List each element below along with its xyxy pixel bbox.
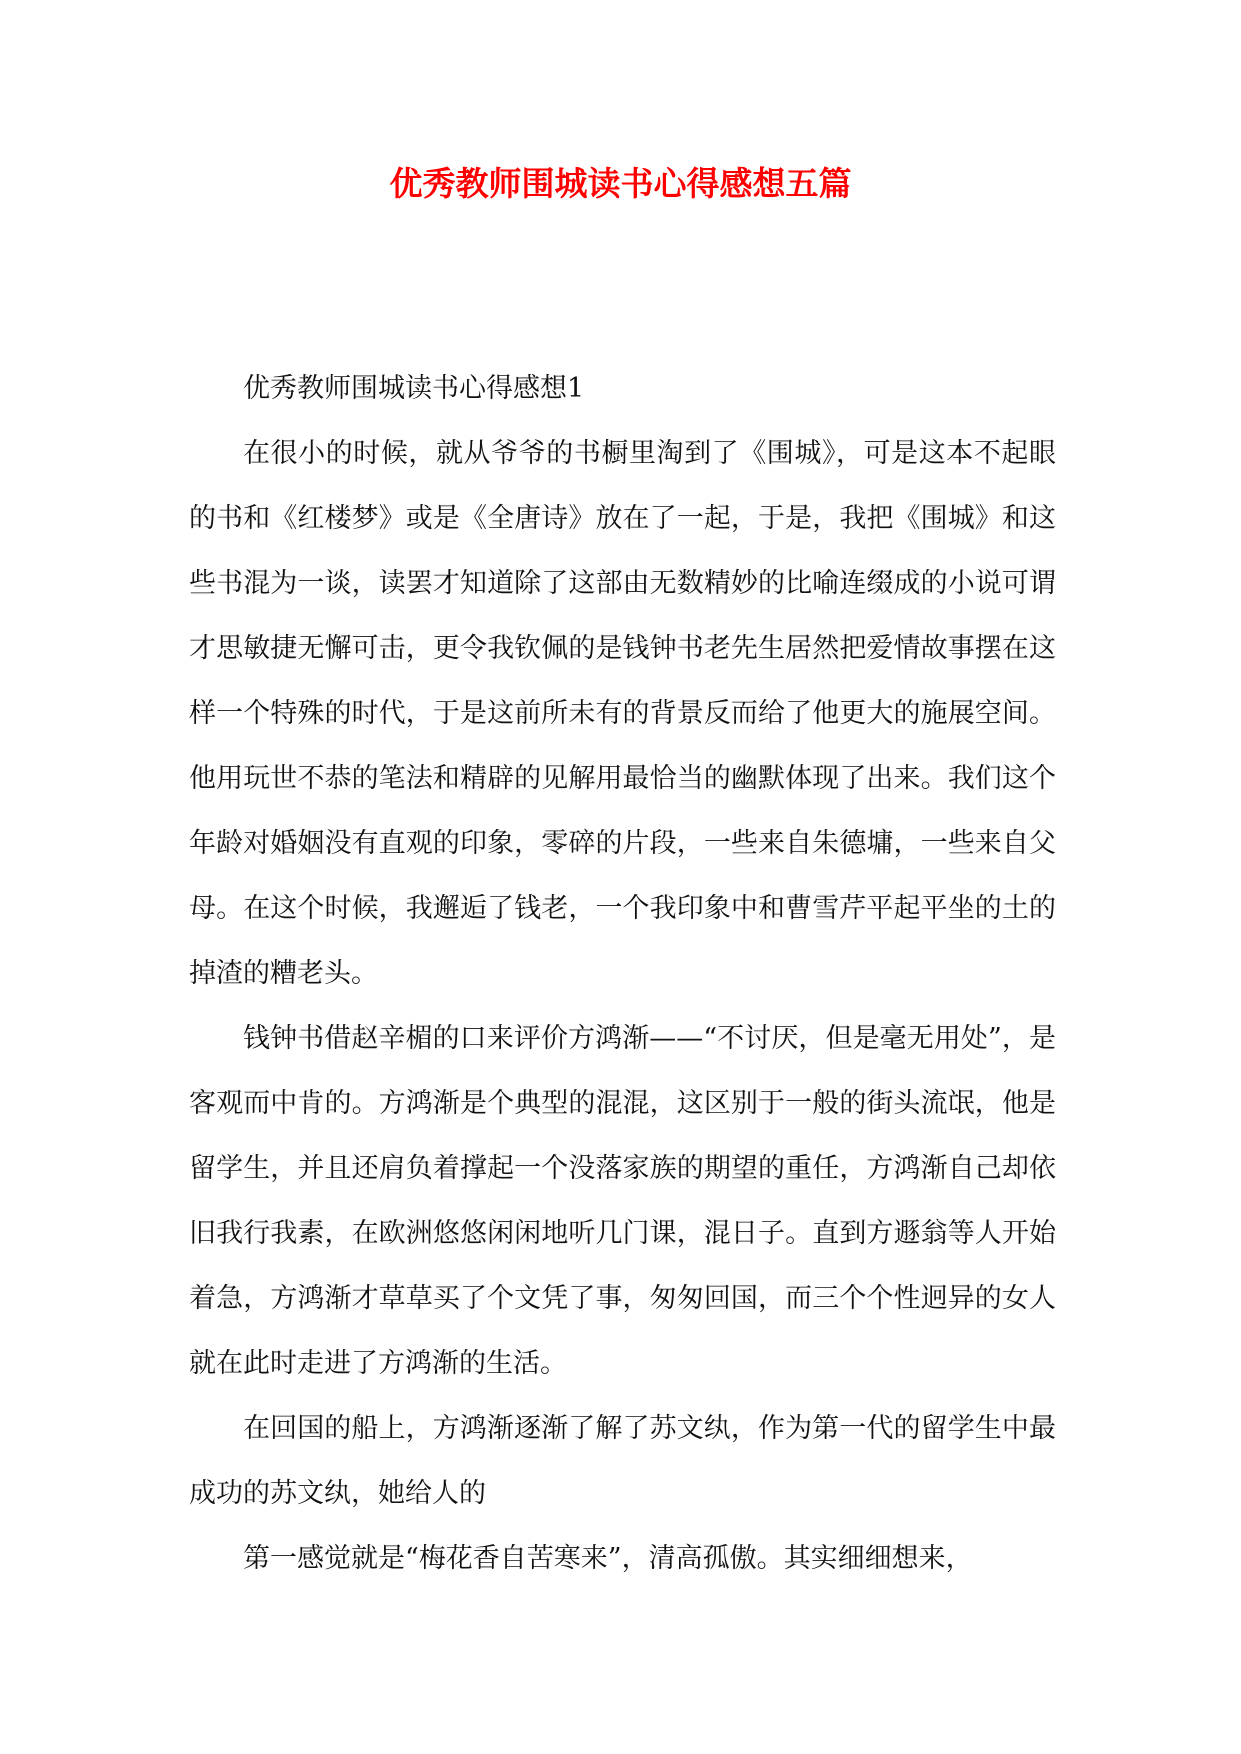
section-heading: 优秀教师围城读书心得感想1 <box>243 373 585 404</box>
paragraph-4: 第一感觉就是“梅花香自苦寒来”，清高孤傲。其实细细想来， <box>243 1543 973 1574</box>
document-title: 优秀教师围城读书心得感想五篇 <box>389 164 852 203</box>
paragraph-3: 在回国的船上，方鸿渐逐渐了解了苏文纨，作为第一代的留学生中最成功的苏文纨，她给人的 <box>189 1413 1056 1509</box>
paragraph-2: 钱钟书借赵辛楣的口来评价方鸿渐——“不讨厌，但是毫无用处”，是客观而中肯的。方鸿渐是个典型的混混，这区别于一般的街头流氓，他是留学生，并且还肩负着撑起一个没落家族的期望的重任，方鸿渐自己却依旧我行我素，在欧洲悠悠闲闲地听几门课，混日子。直到方遯翁等人开始着急，方鸿渐才草草买了个文凭了事，匆匆回国，而三个个性迥异的女人就在此时走进了方鸿渐的生活。 <box>189 1023 1056 1379</box>
document-body <box>189 356 1056 1591</box>
paragraph-1: 在很小的时候，就从爷爷的书橱里淘到了《围城》，可是这本不起眼的书和《红楼梦》或是《全唐诗》放在了一起，于是，我把《围城》和这些书混为一谈，读罢才知道除了这部由无数精妙的比喻连缀成的小说可谓才思敏捷无懈可击，更令我钦佩的是钱钟书老先生居然把爱情故事摆在这样一个特殊的时代，于是这前所未有的背景反而给了他更大的施展空间。他用玩世不恭的笔法和精辟的见解用最恰当的幽默体现了出来。我们这个年龄对婚姻没有直观的印象，零碎的片段，一些来自朱德墉，一些来自父母。在这个时候，我邂逅了钱老，一个我印象中和曹雪芹平起平坐的土的掉渣的糟老头。 <box>189 438 1056 989</box>
